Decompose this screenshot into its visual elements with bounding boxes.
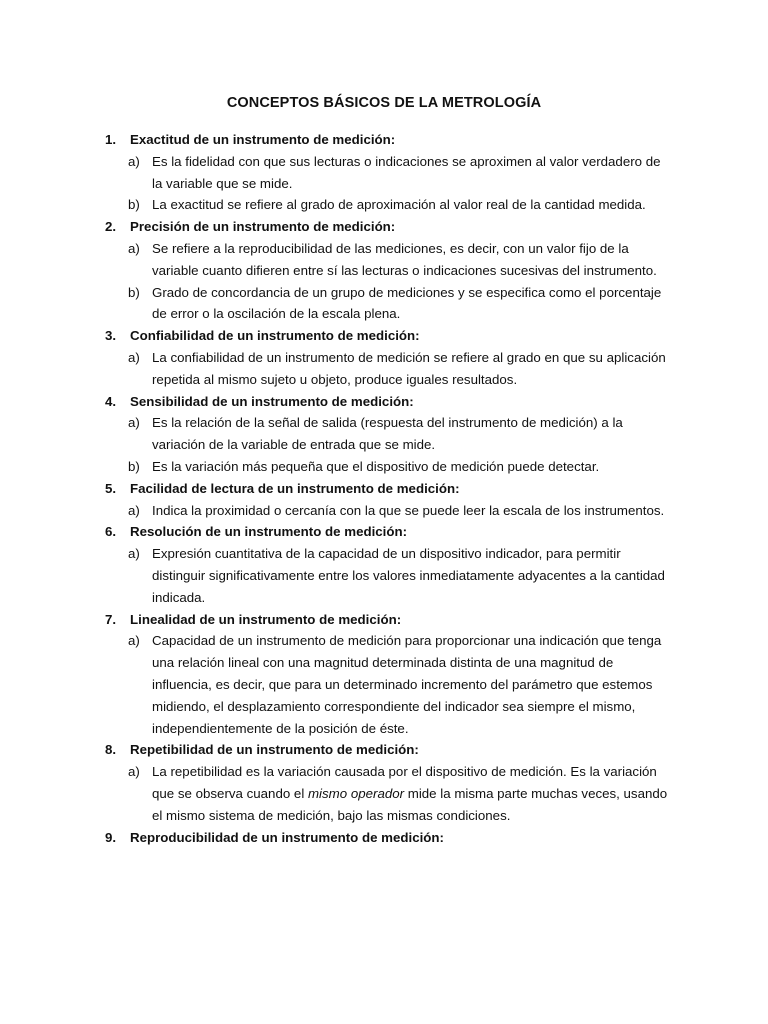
sub-item — [0, 456, 768, 478]
sub-item-text: Es la fidelidad con que sus lecturas o indicaciones se aproximen al valor verdadero de la variable que se mide. — [152, 153, 661, 191]
sub-item-text-after: mide la misma parte muchas veces, usando el mismo sistema de medición, bajo las mismas condiciones. — [152, 785, 668, 823]
concept-heading — [0, 391, 768, 413]
sub-item — [0, 543, 768, 608]
sub-item-letter: b) — [128, 458, 140, 474]
sub-item — [0, 282, 768, 326]
concept-item — [0, 478, 768, 522]
concept-heading-text: Reproducibilidad de un instrumento de medición: — [130, 829, 444, 845]
concept-number: 4. — [105, 393, 117, 409]
concept-item — [0, 129, 768, 216]
concept-heading — [0, 129, 768, 151]
concept-heading-text: Repetibilidad de un instrumento de medición: — [130, 742, 419, 758]
concept-number: 8. — [105, 742, 117, 758]
sub-item — [0, 238, 768, 282]
concept-number: 5. — [105, 480, 117, 496]
sub-item-letter: a) — [128, 415, 140, 431]
concept-heading — [0, 739, 768, 761]
concept-heading-text: Facilidad de lectura de un instrumento de medición: — [130, 480, 460, 496]
concept-item — [0, 391, 768, 478]
concept-heading-text: Sensibilidad de un instrumento de medición: — [130, 393, 414, 409]
sub-item-text: Indica la proximidad o cercanía con la que se puede leer la escala de los instrumentos. — [152, 502, 665, 518]
concept-number: 7. — [105, 611, 117, 627]
sub-item-letter: b) — [128, 284, 140, 300]
concept-heading-text: Linealidad de un instrumento de medición: — [130, 611, 402, 627]
sub-item-text: Expresión cuantitativa de la capacidad de un dispositivo indicador, para permitir distinguir significativamente entre los valores inmediatamente adyacentes a la cantidad indicada. — [152, 546, 665, 605]
sub-item-text — [152, 761, 668, 826]
concept-heading — [0, 521, 768, 543]
sub-item-letter: a) — [128, 349, 140, 365]
sub-item — [0, 347, 768, 391]
concepts-list — [0, 129, 768, 848]
concept-item — [0, 216, 768, 325]
sub-item-letter: b) — [128, 197, 140, 213]
sub-item-text: Es la variación más pequeña que el dispositivo de medición puede detectar. — [152, 458, 600, 474]
concept-item — [0, 827, 768, 849]
sub-item — [0, 761, 768, 826]
concept-item — [0, 521, 768, 608]
sub-item-letter: a) — [128, 764, 140, 780]
sub-item — [0, 500, 768, 522]
sub-item-letter: a) — [128, 240, 140, 256]
concept-item — [0, 739, 768, 826]
sub-item-text-emphasis: mismo operador — [307, 785, 405, 801]
sub-item-text: La confiabilidad de un instrumento de medición se refiere al grado en que su aplicación repetida al mismo sujeto u objeto, produce iguales resultados. — [152, 349, 666, 387]
sub-item — [0, 194, 768, 216]
concept-heading-text: Exactitud de un instrumento de medición: — [130, 132, 396, 147]
sub-item — [0, 630, 768, 739]
sub-item — [0, 151, 768, 195]
page-title: CONCEPTOS BÁSICOS DE LA METROLOGÍA — [226, 95, 542, 111]
sub-item-letter: a) — [128, 633, 140, 649]
sub-item-letter: a) — [128, 502, 140, 518]
concept-number: 3. — [105, 328, 117, 344]
concept-item — [0, 325, 768, 390]
concept-heading-text: Confiabilidad de un instrumento de medición: — [130, 328, 420, 344]
sub-item — [0, 412, 768, 456]
sub-item-letter: a) — [128, 546, 140, 562]
concept-heading — [0, 478, 768, 500]
concept-heading — [0, 609, 768, 631]
concept-heading-text: Precisión de un instrumento de medición: — [130, 219, 396, 235]
concept-number: 1. — [105, 132, 117, 147]
concept-number: 9. — [105, 829, 117, 845]
sub-item-text: Grado de concordancia de un grupo de mediciones y se especifica como el porcentaje de error o la oscilación de la escala plena. — [152, 284, 662, 322]
sub-item-text: Se refiere a la reproducibilidad de las mediciones, es decir, con un valor fijo de la variable cuanto difieren entre sí las lecturas o indicaciones sucesivas del instrumento. — [152, 240, 657, 278]
concept-item — [0, 609, 768, 740]
concept-heading-text: Resolución de un instrumento de medición: — [130, 524, 408, 540]
concept-heading — [0, 216, 768, 238]
sub-item-text: La exactitud se refiere al grado de aproximación al valor real de la cantidad medida. — [152, 197, 646, 213]
sub-item-text-before: La repetibilidad es la variación causada por el dispositivo de medición. Es la variación que se observa cuando el — [152, 764, 657, 801]
concept-number: 2. — [105, 219, 117, 235]
sub-item-letter: a) — [128, 153, 140, 169]
concept-number: 6. — [105, 524, 117, 540]
sub-item-text: Es la relación de la señal de salida (respuesta del instrumento de medición) a la variación de la variable de entrada que se mide. — [152, 415, 623, 453]
concept-heading — [0, 325, 768, 347]
sub-item-text: Capacidad de un instrumento de medición para proporcionar una indicación que tenga una relación lineal con una magnitud determinada distinta de una magnitud de influencia, es decir, que para un determinado incremento del parámetro que estemos midiendo, el desplazamiento correspondiente del indicador sea siempre el mismo, independientemente de la posición de éste. — [152, 633, 662, 736]
concept-heading — [0, 827, 768, 849]
